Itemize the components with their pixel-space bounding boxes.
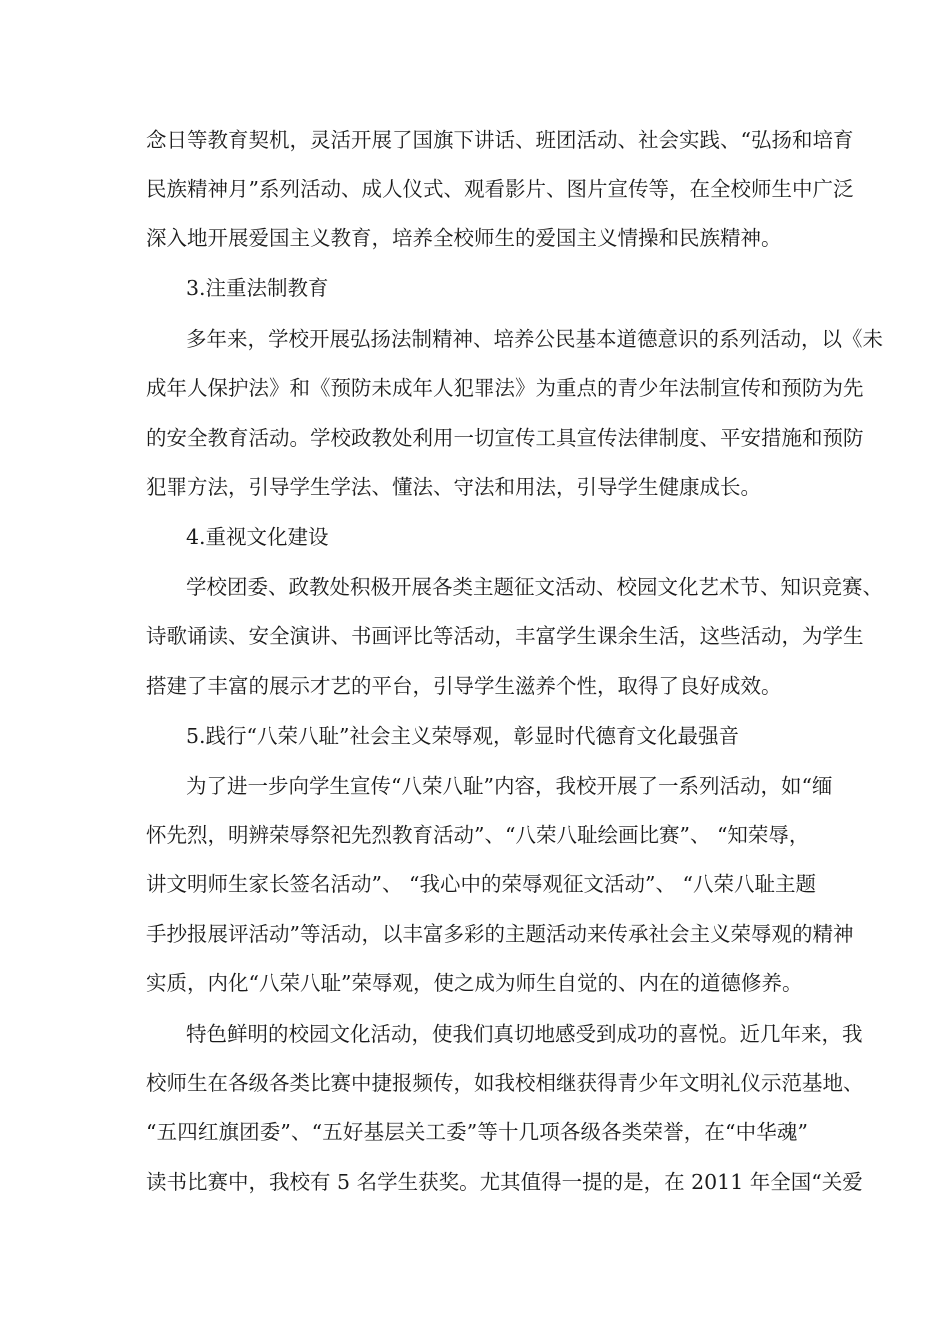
text-line: 的安全教育活动。学校政教处利用一切宣传工具宣传法律制度、平安措施和预防: [146, 426, 864, 450]
text-line: 怀先烈，明辨荣辱祭祀先烈教育活动”、“八荣八耻绘画比赛”、 “知荣辱，: [146, 823, 810, 847]
text-line: 深入地开展爱国主义教育，培养全校师生的爱国主义情操和民族精神。: [146, 226, 782, 250]
text-line: 学校团委、政教处积极开展各类主题征文活动、校园文化艺术节、知识竞赛、: [186, 575, 883, 599]
text-line: 讲文明师生家长签名活动”、 “我心中的荣辱观征文活动”、 “八荣八耻主题: [146, 872, 816, 896]
section-heading: 4.重视文化建设: [186, 525, 329, 549]
section-heading: 3.注重法制教育: [186, 276, 329, 300]
text-line: 多年来，学校开展弘扬法制精神、培养公民基本道德意识的系列活动，以《未: [186, 327, 883, 351]
text-line: 搭建了丰富的展示才艺的平台，引导学生滋养个性，取得了良好成效。: [146, 674, 782, 698]
text-line: 手抄报展评活动”等活动，以丰富多彩的主题活动来传承社会主义荣辱观的精神: [146, 922, 854, 946]
text-line: “五四红旗团委”、“五好基层关工委”等十几项各级各类荣誉，在“中华魂”: [146, 1120, 808, 1144]
text-line: 为了进一步向学生宣传“八荣八耻”内容，我校开展了一系列活动，如“缅: [186, 774, 833, 798]
text-line: 诗歌诵读、安全演讲、书画评比等活动，丰富学生课余生活，这些活动，为学生: [146, 624, 864, 648]
text-line: 校师生在各级各类比赛中捷报频传，如我校相继获得青少年文明礼仪示范基地、: [146, 1071, 864, 1095]
text-line: 读书比赛中，我校有 5 名学生获奖。尤其值得一提的是，在 2011 年全国“关爱: [146, 1170, 863, 1194]
text-line: 民族精神月”系列活动、成人仪式、观看影片、图片宣传等，在全校师生中广泛: [146, 177, 854, 201]
text-line: 成年人保护法》和《预防未成年人犯罪法》为重点的青少年法制宣传和预防为先: [146, 376, 864, 400]
text-line: 念日等教育契机，灵活开展了国旗下讲话、班团活动、社会实践、“弘扬和培育: [146, 128, 854, 152]
text-line: 特色鲜明的校园文化活动，使我们真切地感受到成功的喜悦。近几年来，我: [186, 1022, 863, 1046]
text-line: 犯罪方法，引导学生学法、懂法、守法和用法，引导学生健康成长。: [146, 475, 761, 499]
section-heading: 5.践行“八荣八耻”社会主义荣辱观，彰显时代德育文化最强音: [186, 724, 740, 748]
text-line: 实质，内化“八荣八耻”荣辱观，使之成为师生自觉的、内在的道德修养。: [146, 971, 803, 995]
